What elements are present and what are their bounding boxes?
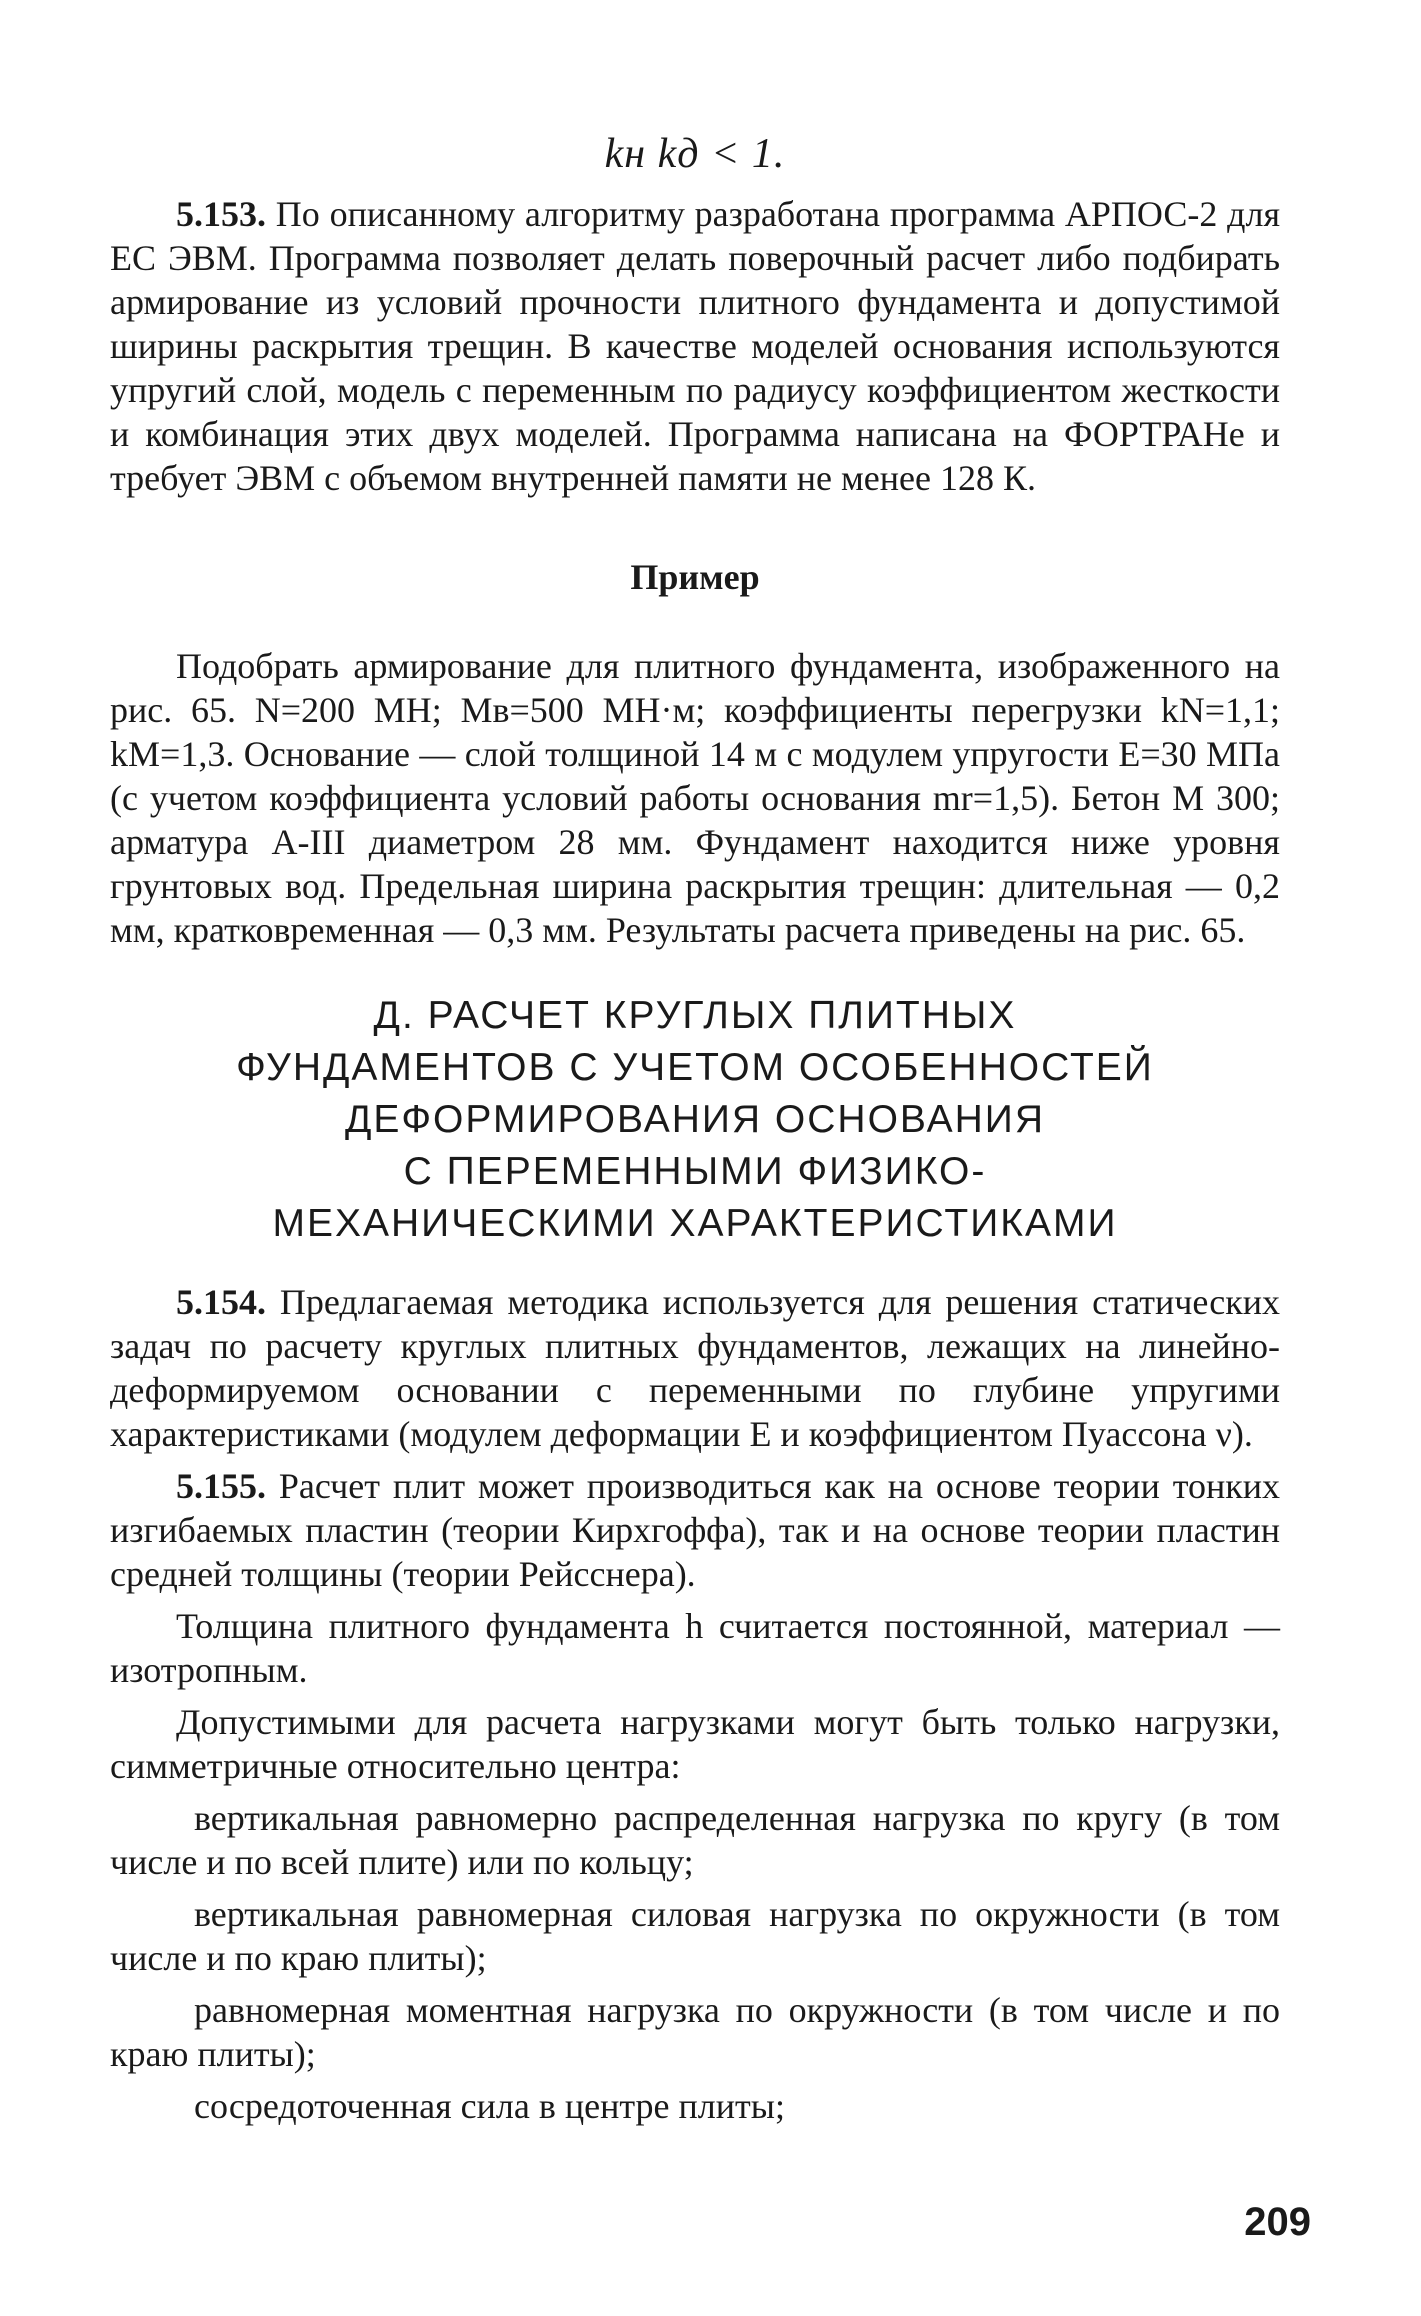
paragraph-text: Предлагаемая методика используется для решения статических задач по расчету круглых плитных фундаментов, лежащих на линейно-деформируемом основании с переменными по глубине упругими характеристиками (модулем деформации E и коэффициентом Пуассона ν). xyxy=(110,1282,1280,1454)
formula: kн kд < 1. xyxy=(604,131,786,177)
section-heading-line: С ПЕРЕМЕННЫМИ ФИЗИКО- xyxy=(403,1150,987,1193)
paragraph-thickness: Толщина плитного фундамента h считается постоянной, материал — изотропным. xyxy=(110,1606,1280,1690)
section-heading-line: Д. РАСЧЕТ КРУГЛЫХ ПЛИТНЫХ xyxy=(373,994,1017,1037)
section-heading xyxy=(150,990,1240,1250)
paragraph-text: Расчет плит может производиться как на основе теории тонких изгибаемых пластин (теории Кирхгоффа), так и на основе теории пластин средней толщины (теории Рейсснера). xyxy=(110,1466,1280,1594)
load-item: равномерная моментная нагрузка по окружности (в том числе и по краю плиты); xyxy=(110,1990,1280,2074)
paragraph-5-155 xyxy=(110,1464,1280,1596)
paragraph-number: 5.153. xyxy=(176,194,266,234)
page-number: 209 xyxy=(1244,2200,1311,2244)
paragraph-number: 5.154. xyxy=(176,1282,266,1322)
paragraph-text: По описанному алгоритму разработана программа АРПОС-2 для ЕС ЭВМ. Программа позволяет делать поверочный расчет либо подбирать армирование из условий прочности плитного фундамента и допустимой ширины раскрытия трещин. В качестве моделей основания используются упругий слой, модель с переменным по радиусу коэффициентом жесткости и комбинация этих двух моделей. Программа написана на ФОРТРАНе и требует ЭВМ с объемом внутренней памяти не менее 128 К. xyxy=(110,194,1280,498)
page-body xyxy=(110,130,1280,2128)
paragraph-5-154 xyxy=(110,1280,1280,1456)
load-item: вертикальная равномерная силовая нагрузка по окружности (в том числе и по краю плиты); xyxy=(110,1894,1280,1978)
example-text: Подобрать армирование для плитного фундамента, изображенного на рис. 65. N=200 МН; Mв=500 МН·м; коэффициенты перегрузки kN=1,1; kM=1,3. Основание — слой толщиной 14 м с модулем упругости E=30 МПа (с учетом коэффициента условий работы основания mr=1,5). Бетон М 300; арматура А-III диаметром 28 мм. Фундамент находится ниже уровня грунтовых вод. Предельная ширина раскрытия трещин: длительная — 0,2 мм, кратковременная — 0,3 мм. Результаты расчета приведены на рис. 65. xyxy=(110,646,1280,950)
section-heading-line: ФУНДАМЕНТОВ С УЧЕТОМ ОСОБЕННОСТЕЙ xyxy=(236,1046,1154,1089)
section-heading-line: МЕХАНИЧЕСКИМИ ХАРАКТЕРИСТИКАМИ xyxy=(272,1202,1118,1245)
paragraph-number: 5.155. xyxy=(176,1466,266,1506)
load-item: вертикальная равномерно распределенная нагрузка по кругу (в том числе и по всей плите) или по кольцу; xyxy=(110,1798,1280,1882)
paragraph-5-153 xyxy=(110,192,1280,500)
paragraph-loads: Допустимыми для расчета нагрузками могут быть только нагрузки, симметричные относительно центра: xyxy=(110,1702,1280,1786)
section-heading-line: ДЕФОРМИРОВАНИЯ ОСНОВАНИЯ xyxy=(344,1098,1045,1141)
example-heading: Пример xyxy=(630,557,760,597)
load-item: сосредоточенная сила в центре плиты; xyxy=(194,2086,785,2126)
